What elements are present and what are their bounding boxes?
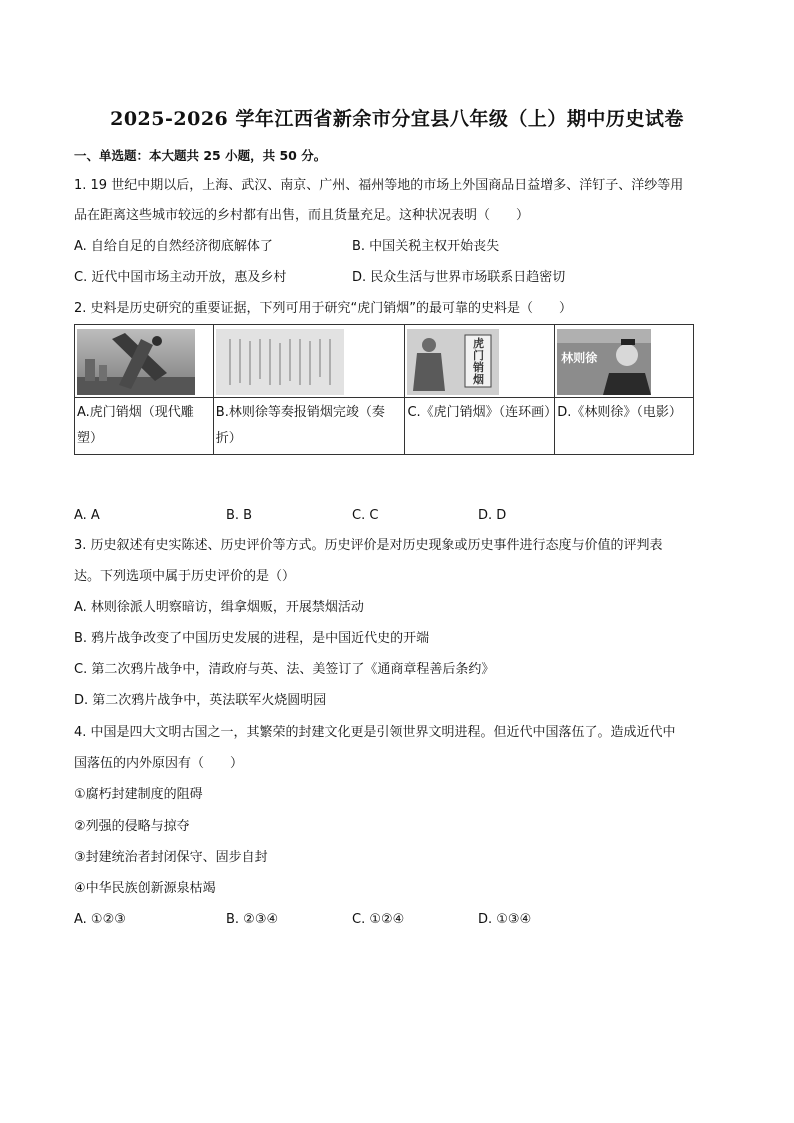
q1-stem-line2: 品在距离这些城市较远的乡村都有出售，而且货量充足。这种状况表明（ ） <box>74 208 530 223</box>
q3-stem-line1: 3. 历史叙述有史实陈述、历史评价等方式。历史评价是对历史现象或历史事件进行态度与价值的评判表 <box>74 538 663 553</box>
q1-option-a[interactable]: A. 自给自足的自然经济彻底解体了 <box>74 239 273 254</box>
q4-option-a[interactable]: A. ①②③ <box>74 912 126 927</box>
q2-stem: 2. 史料是历史研究的重要证据，下列可用于研究“虎门销烟”的最可靠的史料是（ ） <box>74 301 573 316</box>
q2-image-cell-a <box>75 325 214 398</box>
q3-option-d[interactable]: D. 第二次鸦片战争中，英法联军火烧圆明园 <box>74 693 327 708</box>
movie-poster-title: 林则徐 <box>561 351 598 365</box>
memorial-document-image <box>216 329 344 395</box>
q4-option-c[interactable]: C. ①②④ <box>352 912 405 927</box>
comic-cover-image <box>407 329 499 395</box>
sculpture-photo-image <box>77 329 195 395</box>
q1-stem-line1: 1. 19 世纪中期以后，上海、武汉、南京、广州、福州等地的市场上外国商品日益增多、洋钉子、洋纱等用 <box>74 178 684 193</box>
q2-image-cell-d <box>555 325 694 398</box>
q3-stem-line2: 达。下列选项中属于历史评价的是（） <box>74 569 296 584</box>
q4-option-d[interactable]: D. ①③④ <box>478 912 532 927</box>
q4-option-b[interactable]: B. ②③④ <box>226 912 279 927</box>
q3-option-b[interactable]: B. 鸦片战争改变了中国历史发展的进程，是中国近代史的开端 <box>74 631 430 646</box>
q4-item-1: ①腐朽封建制度的阻碍 <box>74 787 203 802</box>
comic-cover-title: 虎门销烟 <box>472 337 484 386</box>
q4-stem-line1: 4. 中国是四大文明古国之一，其繁荣的封建文化更是引领世界文明进程。但近代中国落伍了。造成近代中 <box>74 725 676 740</box>
q3-option-a[interactable]: A. 林则徐派人明察暗访，缉拿烟贩，开展禁烟活动 <box>74 600 364 615</box>
q2-caption-d: D.《林则徐》（电影） <box>555 398 694 455</box>
q4-stem-line2: 国落伍的内外原因有（ ） <box>74 756 244 771</box>
q2-option-d[interactable]: D. D <box>478 508 507 523</box>
q4-item-3: ③封建统治者封闭保守、固步自封 <box>74 850 268 865</box>
q2-option-a[interactable]: A. A <box>74 508 100 523</box>
q2-image-cell-b <box>213 325 405 398</box>
q4-item-4: ④中华民族创新源泉枯竭 <box>74 881 216 896</box>
q2-source-table <box>74 324 694 455</box>
exam-title: 2025-2026 学年江西省新余市分宜县八年级（上）期中历史试卷 <box>110 108 684 130</box>
q2-option-c[interactable]: C. C <box>352 508 379 523</box>
q2-caption-b: B.林则徐等奏报销烟完竣（奏折） <box>213 398 405 455</box>
q3-option-c[interactable]: C. 第二次鸦片战争中，清政府与英、法、美签订了《通商章程善后条约》 <box>74 662 495 677</box>
q1-option-d[interactable]: D. 民众生活与世界市场联系日趋密切 <box>352 270 566 285</box>
q2-option-b[interactable]: B. B <box>226 508 253 523</box>
section-heading: 一、单选题：本大题共 25 小题，共 50 分。 <box>74 148 327 163</box>
q1-option-b[interactable]: B. 中国关税主权开始丧失 <box>352 239 500 254</box>
movie-poster-image <box>557 329 651 395</box>
q4-item-2: ②列强的侵略与掠夺 <box>74 819 190 834</box>
q2-image-cell-c <box>405 325 555 398</box>
q2-caption-c: C.《虎门销烟》（连环画） <box>405 398 555 455</box>
q2-caption-a: A.虎门销烟（现代雕塑） <box>75 398 214 455</box>
q1-option-c[interactable]: C. 近代中国市场主动开放，惠及乡村 <box>74 270 287 285</box>
